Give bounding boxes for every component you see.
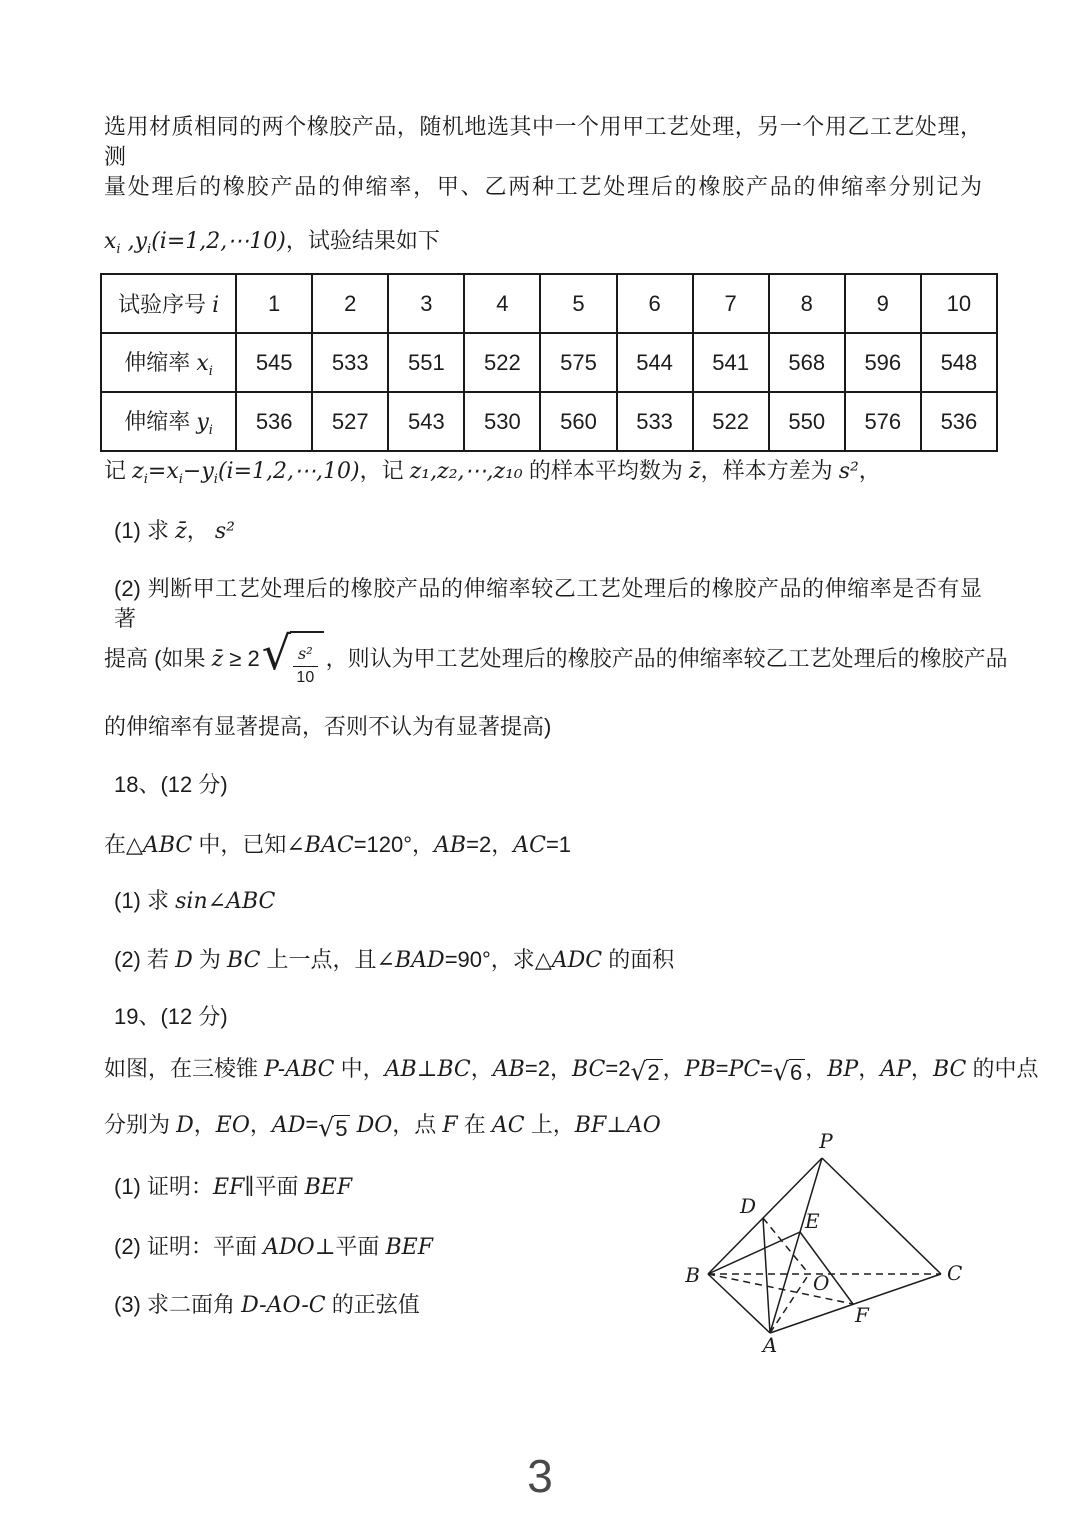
table-cell: 575 [540,333,616,392]
q17-part2-formula [104,622,1008,696]
table-cell: 1 [236,274,312,333]
segment-AO-dashed [770,1274,809,1333]
table-cell: 9 [845,274,921,333]
q19-heading: 19、(12 分) [114,1004,228,1029]
table-cell: 10 [921,274,997,333]
page-number: 3 [527,1450,553,1502]
q19-part2: (2) 证明：平面 ADO⊥平面 BEF [114,1234,434,1260]
table-cell: 596 [845,333,921,392]
q18-given: 在△ABC 中，已知∠BAC=120°，AB=2，AC=1 [104,832,572,858]
table-cell: 560 [540,392,616,451]
table-cell: 5 [540,274,616,333]
q19-given-line1: 如图，在三棱锥 P-ABC 中，AB⊥BC，AB=2，BC=2 √ 2 ，PB=PC= √ 6 ，BP，AP，BC 的中点 [104,1056,1039,1086]
q17-part2-line1: (2) 判断甲工艺处理后的橡胶产品的伸缩率较乙工艺处理后的橡胶产品的伸缩率是否有显著 [114,576,982,631]
table-cell: 527 [312,392,388,451]
table-cell: 3 [388,274,464,333]
figure-label-C: C [947,1261,963,1285]
tetrahedron-figure [650,1112,980,1357]
figure-label-F: F [855,1303,869,1327]
q17-z-definition: 记 $z_i=x_i-y_i(i=1,2,\cdots,10)$，记 z₁,z₂,⋯,z₁₀ 的样本平均数为 z̄，样本方差为 s²， [104,458,881,487]
q17-part1: (1) 求 z̄， s² [114,518,235,544]
table-cell: 2 [312,274,388,333]
table-cell: 7 [693,274,769,333]
q19-part1: (1) 证明：EF∥平面 BEF [114,1174,353,1200]
q17-intro-line3: $x_i$ $,y_i(i=1,2,\cdots 10)$，试验结果如下 [104,228,440,257]
formula-post: ，则认为甲工艺处理后的橡胶产品的伸缩率较乙工艺处理后的橡胶产品 [325,646,1008,671]
figure-label-A: A [762,1333,778,1357]
table-row-header: 试验序号 i [101,274,236,333]
table-cell: 541 [693,333,769,392]
table-cell: 548 [921,333,997,392]
table-cell: 533 [617,392,693,451]
formula-pre: 提高 (如果 z̄ ≥ 2 [104,645,260,672]
table-cell: 522 [464,333,540,392]
figure-label-P: P [819,1129,833,1153]
table-cell: 550 [769,392,845,451]
segment-AD [763,1218,770,1333]
q17-intro-line1: 选用材质相同的两个橡胶产品，随机地选其中一个用甲工艺处理，另一个用乙工艺处理，测 [104,114,982,169]
edge-BA [708,1274,770,1333]
radical-fraction [261,626,324,686]
q18-heading: 18、(12 分) [114,772,228,797]
table-cell: 530 [464,392,540,451]
table-cell: 543 [388,392,464,451]
table-cell: 4 [464,274,540,333]
q19-part3: (3) 求二面角 D-AO-C 的正弦值 [114,1292,420,1318]
table-row-header: 伸缩率 $y_i$ [101,392,236,451]
q18-part1: (1) 求 sin∠ABC [114,888,276,914]
table-cell: 545 [236,333,312,392]
segment-BE [708,1232,800,1274]
q19-given-line2: 分别为 D，EO，AD= √ 5 DO，点 F 在 AC 上，BF⊥AO [104,1112,661,1142]
figure-label-E: E [805,1209,820,1233]
table-row-y [101,392,997,451]
q18-part2: (2) 若 D 为 BC 上一点，且∠BAD=90°，求△ADC 的面积 [114,947,675,973]
table-cell: 576 [845,392,921,451]
fraction-numerator: s² [293,644,318,666]
table-cell: 544 [617,333,693,392]
q17-part2-line3: 的伸缩率有显著提高，否则不认为有显著提高) [104,714,552,739]
table-cell: 536 [236,392,312,451]
table-row-header: 伸缩率 $x_i$ [101,333,236,392]
table-row-index [101,274,997,333]
table-cell: 6 [617,274,693,333]
figure-label-D: D [739,1194,756,1218]
table-row-x [101,333,997,392]
figure-label-O: O [813,1271,830,1295]
figure-label-B: B [685,1263,700,1287]
table-cell: 568 [769,333,845,392]
radical-sign: √ [261,626,292,681]
edge-PC [822,1158,941,1274]
table-cell: 522 [693,392,769,451]
q17-intro-line2: 量处理后的橡胶产品的伸缩率，甲、乙两种工艺处理后的橡胶产品的伸缩率分别记为 [104,174,982,199]
table-cell: 551 [388,333,464,392]
fraction-denominator: 10 [296,668,315,686]
table-cell: 8 [769,274,845,333]
q17-data-table [100,273,998,452]
table-cell: 533 [312,333,388,392]
table-cell: 536 [921,392,997,451]
